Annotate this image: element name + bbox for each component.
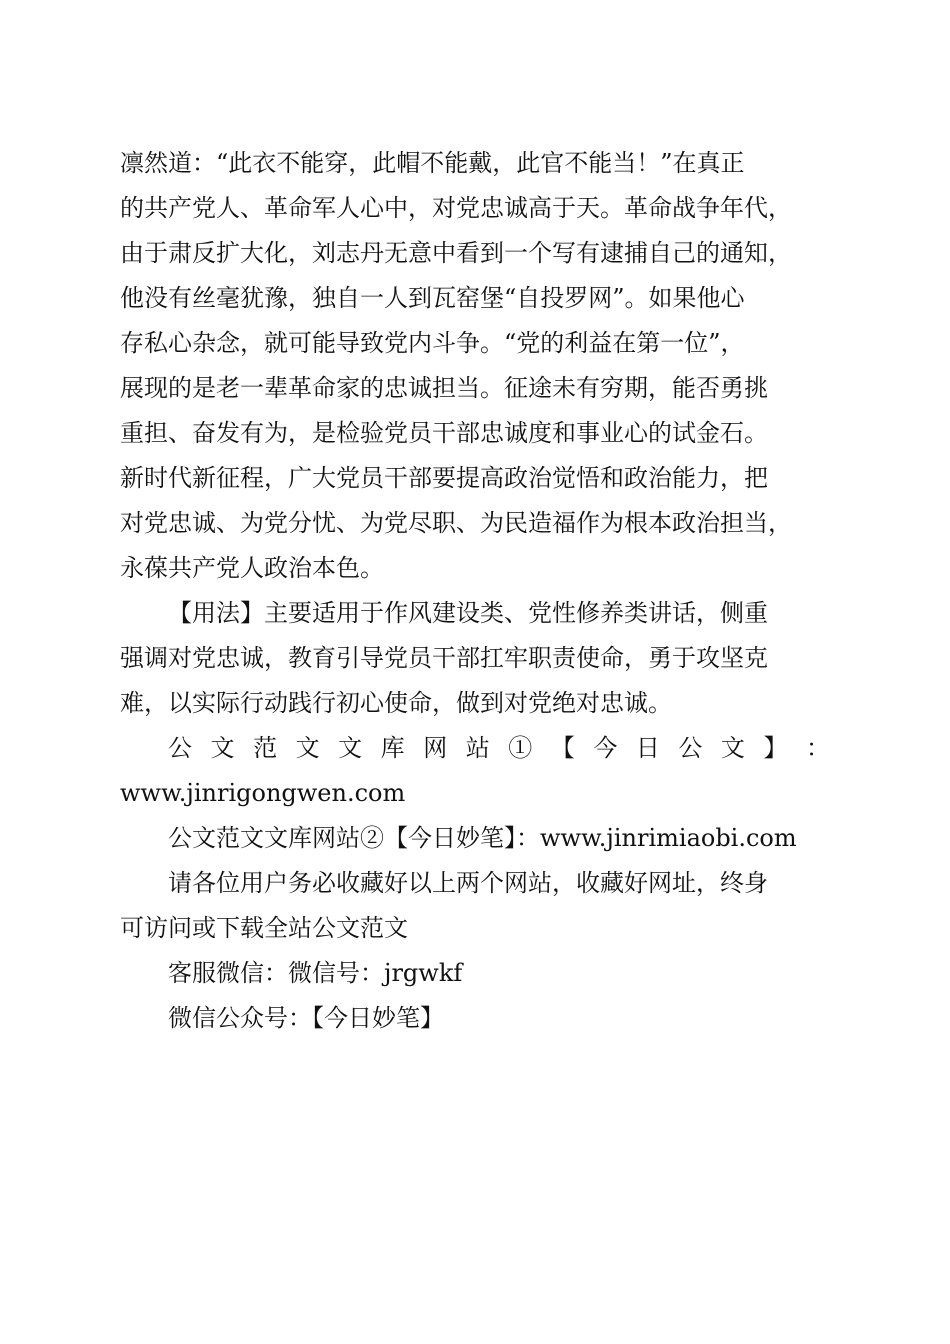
text-line: 凛然道：“此衣不能穿，此帽不能戴，此官不能当！”在真正	[120, 149, 745, 177]
text-line: 公 文 范 文 文 库 网 站 ① 【 今 日 公 文 】 ：	[168, 734, 830, 762]
text-line: 重担、奋发有为，是检验党员干部忠诚度和事业心的试金石。	[120, 419, 768, 447]
text-line: 他没有丝毫犹豫，独自一人到瓦窑堡“自投罗网”。如果他心	[120, 284, 745, 312]
wechat-id-text: 客服微信：微信号：jrgwkf	[168, 959, 463, 987]
paragraph-customer-service	[120, 951, 830, 996]
text-line: 可访问或下载全站公文范文	[120, 914, 408, 942]
paragraph-site-one	[120, 726, 830, 816]
text-line: 【用法】主要适用于作风建设类、党性修养类讲话，侧重	[168, 599, 768, 627]
text-line: 请各位用户务必收藏好以上两个网站，收藏好网址，终身	[168, 869, 768, 897]
paragraph-official-account	[120, 996, 830, 1041]
paragraph-loyalty	[120, 141, 830, 591]
text-line: 的共产党人、革命军人心中，对党忠诚高于天。革命战争年代，	[120, 194, 792, 222]
site-two-text[interactable]: 公文范文文库网站②【今日妙笔】：www.jinrimiaobi.com	[168, 824, 797, 852]
text-line: 对党忠诚、为党分忧、为党尽职、为民造福作为根本政治担当，	[120, 509, 792, 537]
text-line: 难，以实际行动践行初心使命，做到对党绝对忠诚。	[120, 689, 672, 717]
paragraph-usage	[120, 591, 830, 726]
document-page	[120, 141, 830, 1041]
text-line: 新时代新征程，广大党员干部要提高政治觉悟和政治能力，把	[120, 464, 768, 492]
site-one-url[interactable]: www.jinrigongwen.com	[120, 779, 406, 807]
text-line: 永葆共产党人政治本色。	[120, 554, 384, 582]
official-account-text: 微信公众号：【今日妙笔】	[168, 1004, 444, 1032]
text-line: 存私心杂念，就可能导致党内斗争。“党的利益在第一位”，	[120, 329, 745, 357]
paragraph-site-two	[120, 816, 830, 861]
text-line: 由于肃反扩大化，刘志丹无意中看到一个写有逮捕自己的通知，	[120, 239, 792, 267]
text-line: 强调对党忠诚，教育引导党员干部扛牢职责使命，勇于攻坚克	[120, 644, 768, 672]
paragraph-bookmark-notice	[120, 861, 830, 951]
text-line: 展现的是老一辈革命家的忠诚担当。征途未有穷期，能否勇挑	[120, 374, 768, 402]
